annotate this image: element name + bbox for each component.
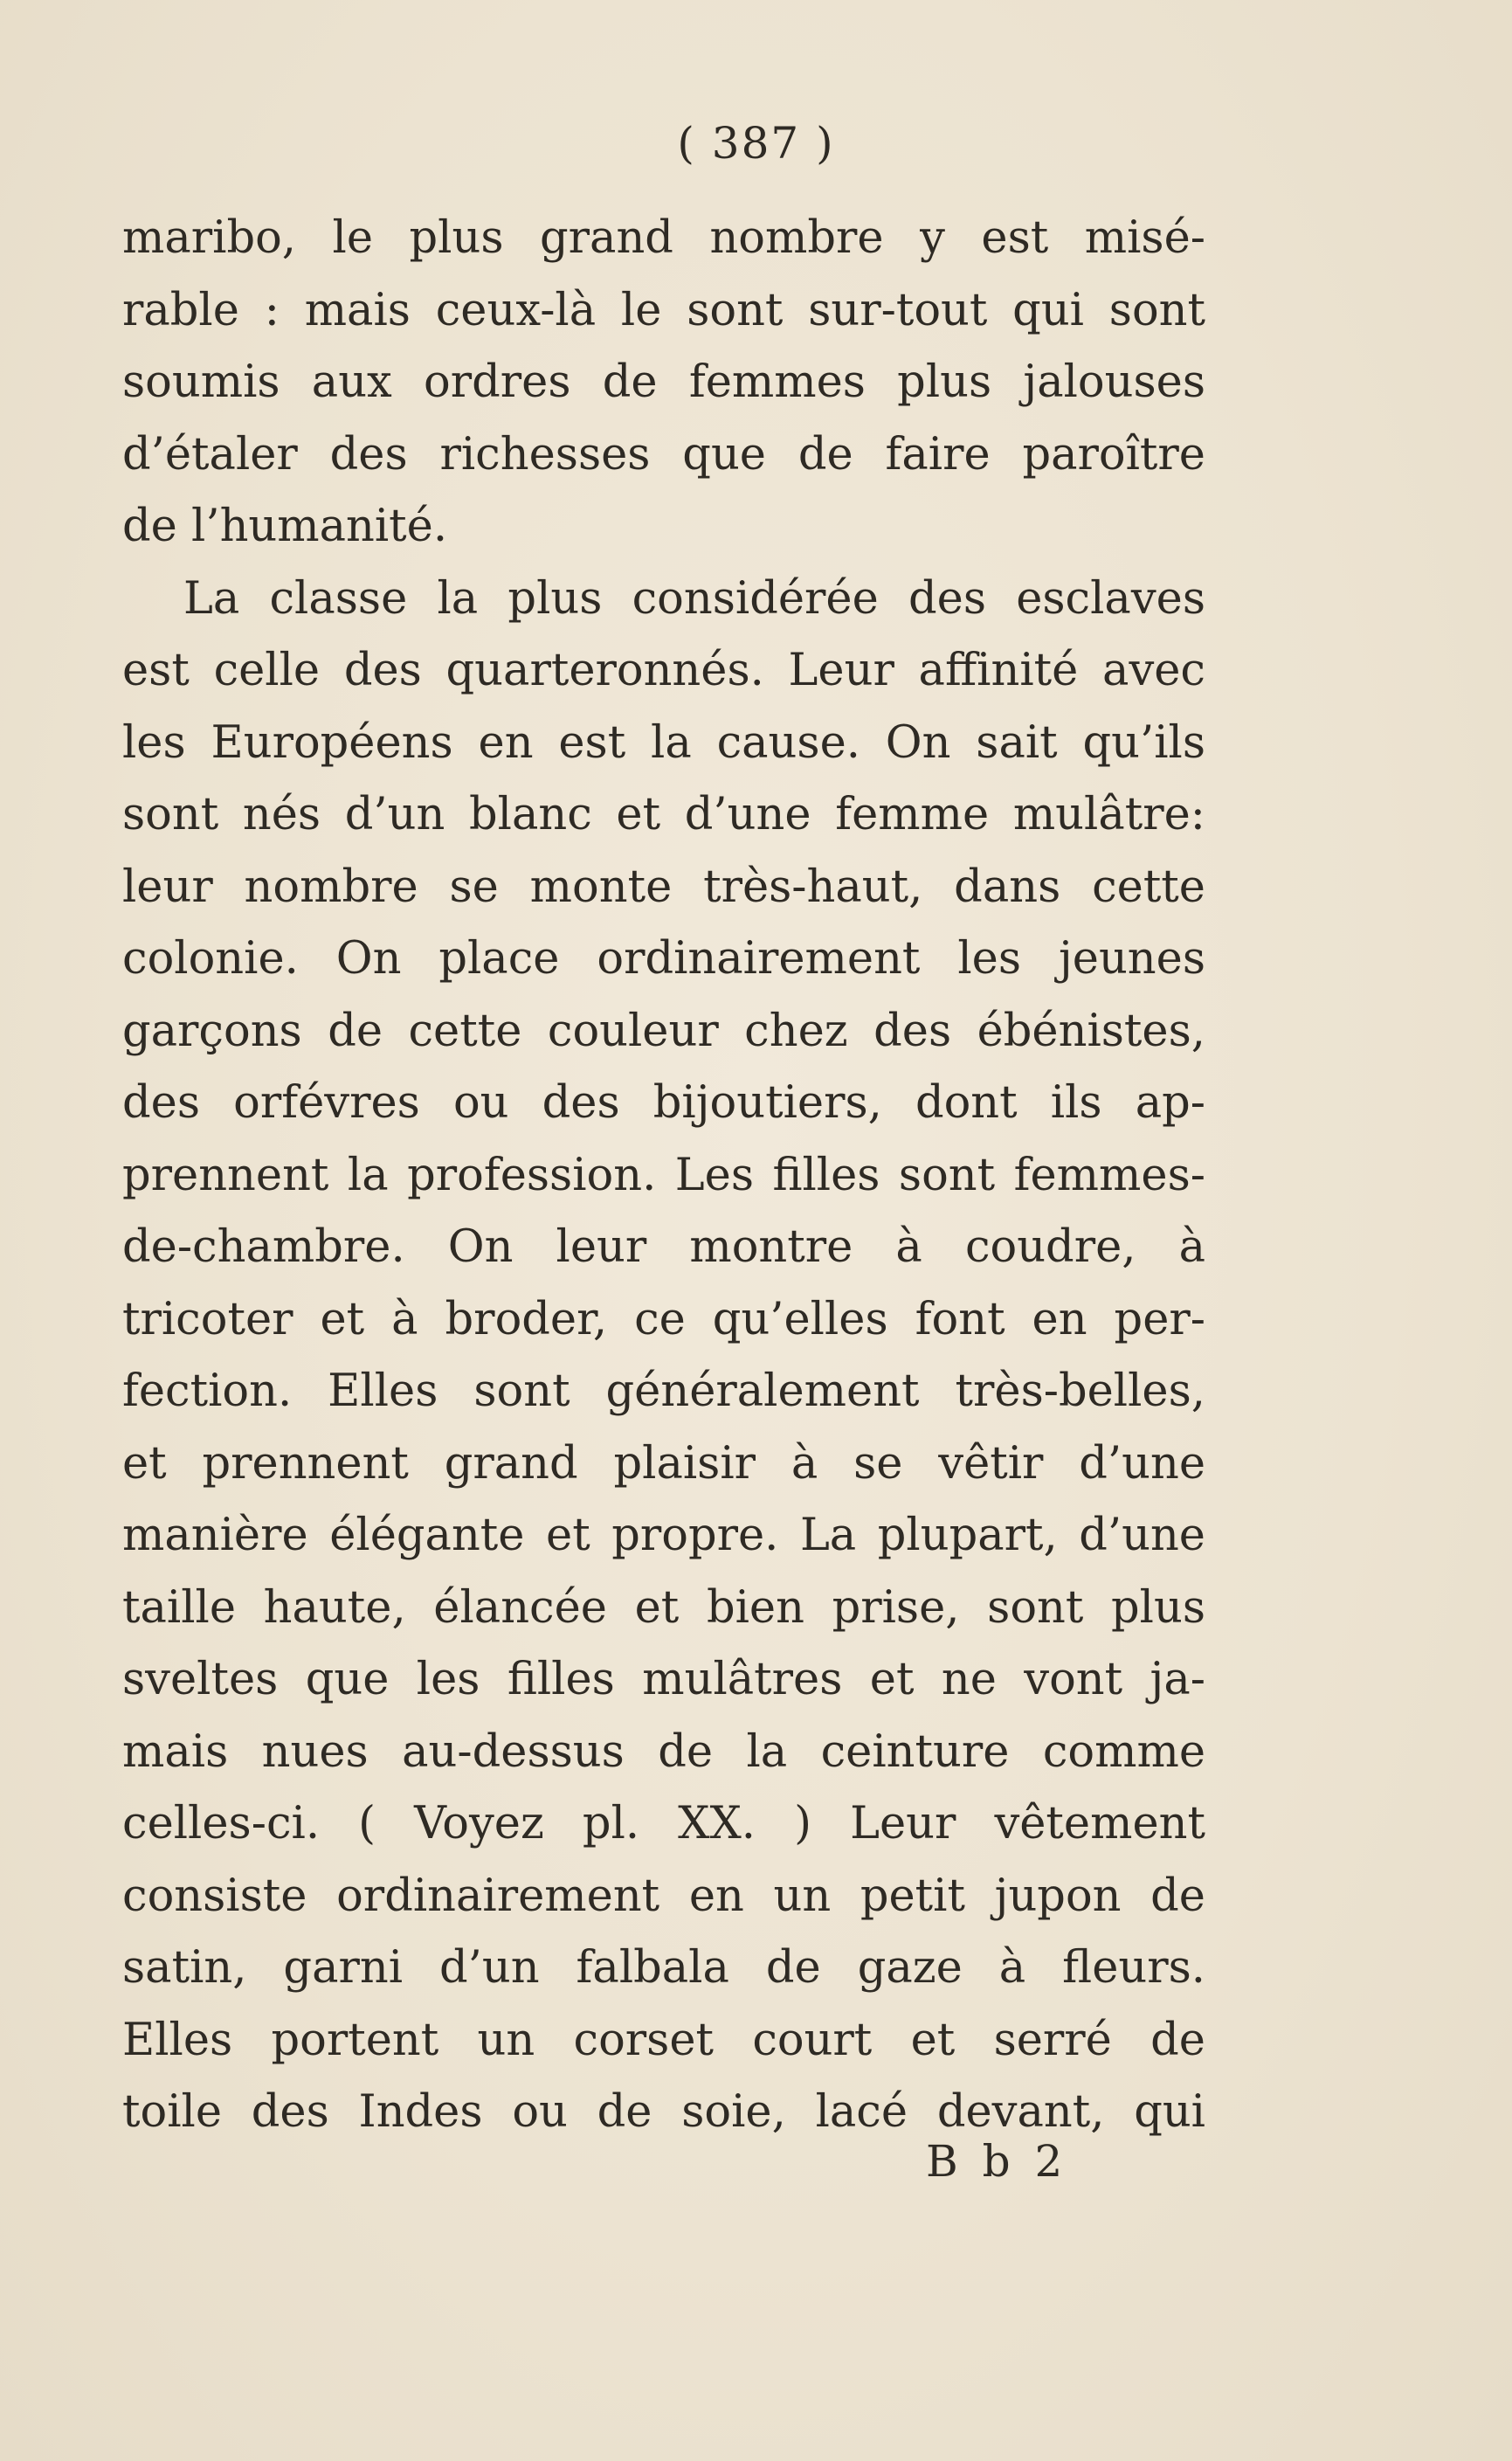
text-line: d’étaler des richesses que de faire paroître <box>122 428 1205 480</box>
text-line: prennent la profession. Les filles sont femmes- <box>122 1149 1205 1201</box>
text-line: satin, garni d’un falbala de gaze à fleurs. <box>122 1942 1205 1994</box>
text-line: colonie. On place ordinairement les jeunes <box>122 933 1205 985</box>
text-line: et prennent grand plaisir à se vêtir d’une <box>122 1437 1205 1490</box>
text-line: toile des Indes ou de soie, lacé devant, qui <box>122 2086 1205 2138</box>
text-line: taille haute, élancée et bien prise, sont plus <box>122 1581 1205 1634</box>
text-line: les Européens en est la cause. On sait qu’ils <box>122 716 1205 769</box>
page-number: ( 387 ) <box>677 118 835 169</box>
text-line: est celle des quarteronnés. Leur affinité avec <box>122 645 1205 696</box>
text-line: de l’humanité. <box>122 501 448 552</box>
text-line: garçons de cette couleur chez des ébénistes, <box>122 1005 1205 1057</box>
text-line: La classe la plus considérée des esclaves <box>183 572 1205 625</box>
text-line: mais nues au-dessus de la ceinture comme <box>122 1725 1205 1778</box>
text-line: maribo, le plus grand nombre y est misé- <box>122 212 1205 264</box>
text-line: soumis aux ordres de femmes plus jalouses <box>122 356 1205 408</box>
text-line: leur nombre se monte très-haut, dans cette <box>122 861 1205 913</box>
text-line: des orfévres ou des bijoutiers, dont ils ap- <box>122 1077 1205 1129</box>
text-line: celles-ci. ( Voyez pl. XX. ) Leur vêtement <box>122 1798 1205 1849</box>
text-line: rable : mais ceux-là le sont sur-tout qui sont <box>122 284 1205 336</box>
signature-mark: B b 2 <box>926 2136 1068 2187</box>
text-line: sont nés d’un blanc et d’une femme mulâtre: <box>122 789 1205 840</box>
text-line: consiste ordinairement en un petit jupon de <box>122 1870 1205 1922</box>
text-line: de-chambre. On leur montre à coudre, à <box>122 1221 1205 1273</box>
body-text <box>122 203 1205 2149</box>
text-line: fection. Elles sont généralement très-belles, <box>122 1365 1205 1417</box>
text-line: Elles portent un corset court et serré de <box>122 2014 1205 2066</box>
text-line: manière élégante et propre. La plupart, d’une <box>122 1510 1205 1561</box>
text-line: sveltes que les filles mulâtres et ne vont ja- <box>122 1654 1205 1705</box>
text-line: tricoter et à broder, ce qu’elles font en per- <box>122 1293 1205 1345</box>
